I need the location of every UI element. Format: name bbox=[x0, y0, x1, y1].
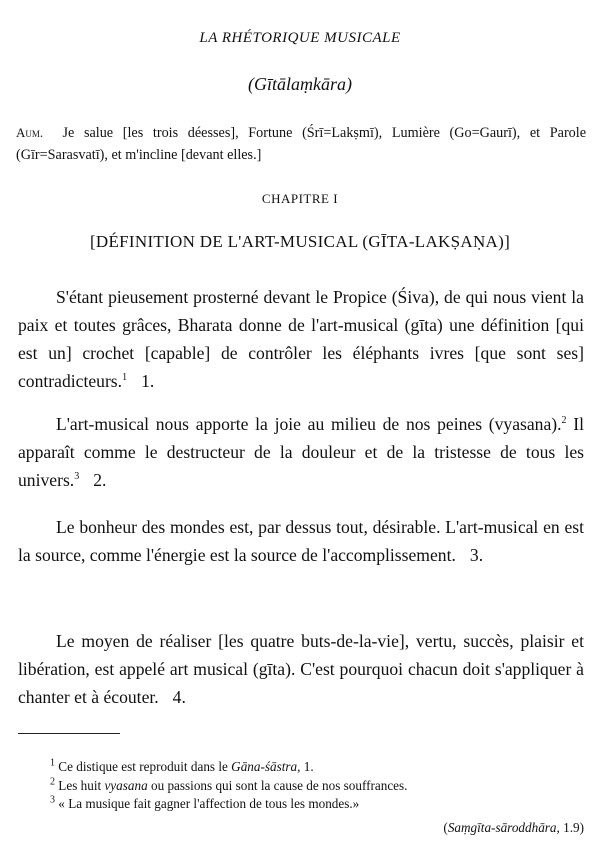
section-title: [DÉFINITION DE L'ART-MUSICAL (GĪTA-LAKṢAṆA)] bbox=[89, 232, 511, 251]
verse-1 bbox=[18, 283, 584, 395]
verse-number: 2. bbox=[93, 470, 107, 490]
footnote-text: Ce distique est reproduit dans le bbox=[55, 759, 232, 774]
verse-text: Il apparaît comme le destructeur de la douleur et de la tristesse de tous les univers. bbox=[18, 414, 584, 490]
invocation-paragraph bbox=[16, 122, 586, 166]
chapter-label: CHAPITRE I bbox=[261, 191, 339, 206]
verse-text: Le bonheur des mondes est, par dessus tout, désirable. L'art-musical en est la source, comme l'énergie est la source de l'accomplissement. bbox=[18, 517, 584, 565]
verse-text: S'étant pieusement prosterné devant le Propice (Śiva), de qui nous vient la paix et toutes grâces, Bharata donne de l'art-musical (gīta) une définition [qui est un] crochet [capable] de contrôler les éléphants ivres [que sont ses] contradicteurs. bbox=[18, 287, 584, 391]
footnote-ref: 1 bbox=[122, 372, 128, 384]
invocation-lead: Aum. bbox=[16, 125, 44, 140]
footnote-text: « La musique fait gagner l'affection de tous les mondes.» bbox=[55, 796, 360, 811]
verse-2 bbox=[18, 410, 584, 494]
footnote-text: ou passions qui sont la cause de nos souffrances. bbox=[147, 777, 408, 793]
verse-number: 4. bbox=[172, 687, 186, 707]
verse-3 bbox=[18, 513, 584, 569]
footnote-mark: 3 bbox=[50, 794, 55, 806]
verse-text: Le moyen de réaliser [les quatre buts-de-la-vie], vertu, succès, plaisir et libération, est appelé art musical (gīta). C'est pourquoi chacun doit s'appliquer à chanter et à écouter. bbox=[18, 631, 584, 707]
footnote-divider bbox=[18, 733, 120, 734]
verse-number: 3. bbox=[469, 545, 484, 565]
footnote-title: vyasana bbox=[104, 777, 148, 793]
source-ref: , 1.9) bbox=[556, 820, 584, 835]
footnote-text: , 1. bbox=[297, 759, 314, 774]
footnote-mark: 1 bbox=[50, 757, 55, 769]
work-subtitle: (Gītālaṃkāra) bbox=[248, 74, 352, 94]
verse-text: L'art-musical nous apporte la joie au milieu de nos peines (vyasana). bbox=[56, 414, 562, 434]
invocation-text: Je salue [les trois déesses], Fortune (Śrī=Lakṣmī), Lumière (Go=Gaurī), et Parole (Gīr=Sarasvatī), et m'incline [devant elles.] bbox=[16, 125, 587, 163]
footnotes bbox=[50, 758, 590, 814]
footnote-title: Gāna-śāstra bbox=[231, 759, 298, 774]
verse-4 bbox=[18, 627, 584, 711]
footnote-1 bbox=[50, 758, 590, 777]
footnote-ref: 3 bbox=[74, 471, 80, 483]
footnote-2 bbox=[50, 777, 590, 796]
footnote-source: (Saṃgīta-sāroddhāra, 1.9) bbox=[443, 820, 584, 835]
footnote-text: Les huit bbox=[55, 777, 105, 793]
footnote-3 bbox=[50, 795, 590, 814]
running-head: LA RHÉTORIQUE MUSICALE bbox=[199, 30, 401, 46]
verse-number: 1. bbox=[141, 371, 155, 391]
source-title: Saṃgīta-sāroddhāra bbox=[447, 820, 557, 835]
footnote-ref: 2 bbox=[561, 415, 567, 427]
footnote-mark: 2 bbox=[50, 776, 55, 788]
